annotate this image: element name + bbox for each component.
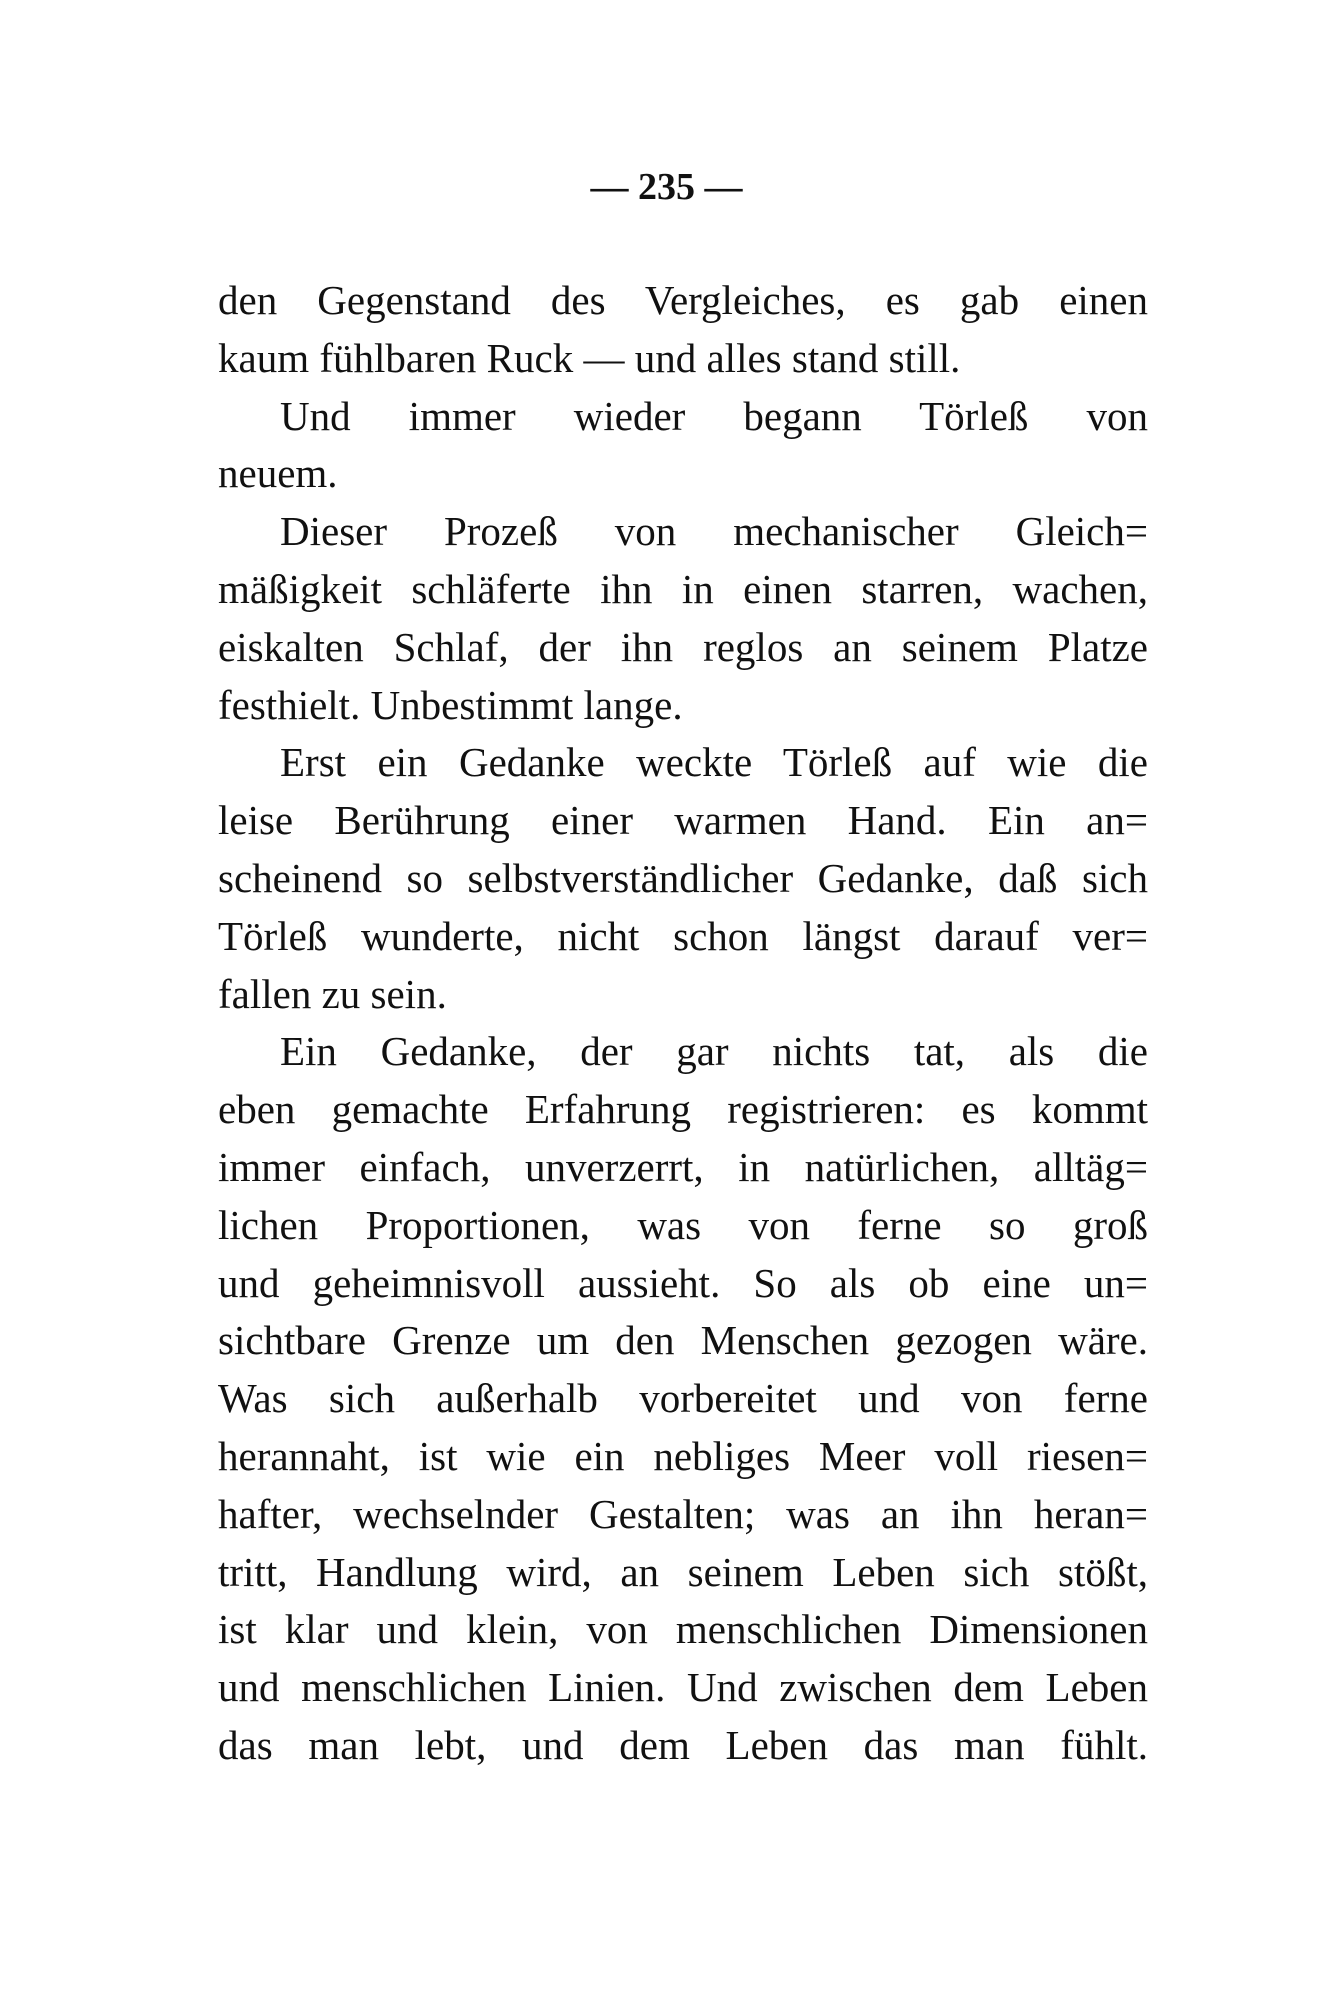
text-line: hafter, wechselnder Gestalten; was an ihn heran= bbox=[218, 1490, 1148, 1537]
text-line: kaum fühlbaren Ruck — und alles stand still. bbox=[218, 334, 961, 381]
text-line: scheinend so selbstverständlicher Gedanke, daß sich bbox=[218, 854, 1148, 901]
text-line: festhielt. Unbestimmt lange. bbox=[218, 681, 683, 728]
text-line: eben gemachte Erfahrung registrieren: es kommt bbox=[218, 1086, 1148, 1133]
text-line: Törleß wunderte, nicht schon längst darauf ver= bbox=[218, 912, 1148, 959]
text-line: fallen zu sein. bbox=[218, 970, 447, 1017]
text-line: und geheimnisvoll aussieht. So als ob eine un= bbox=[218, 1259, 1148, 1306]
text-line: leise Berührung einer warmen Hand. Ein an= bbox=[218, 797, 1148, 844]
body-text bbox=[218, 272, 1148, 1775]
text-line: das man lebt, und dem Leben das man fühlt. bbox=[218, 1721, 1148, 1768]
text-line: immer einfach, unverzerrt, in natürlichen, alltäg= bbox=[218, 1143, 1148, 1190]
text-line: Und immer wieder begann Törleß von bbox=[280, 392, 1148, 439]
text-line: tritt, Handlung wird, an seinem Leben sich stößt, bbox=[218, 1548, 1148, 1595]
text-line: sichtbare Grenze um den Menschen gezogen wäre. bbox=[218, 1317, 1148, 1364]
text-line: ist klar und klein, von menschlichen Dimensionen bbox=[218, 1606, 1148, 1653]
text-line: Ein Gedanke, der gar nichts tat, als die bbox=[280, 1028, 1148, 1075]
text-line: Dieser Prozeß von mechanischer Gleich= bbox=[280, 508, 1148, 555]
text-line: herannaht, ist wie ein nebliges Meer voll riesen= bbox=[218, 1432, 1148, 1479]
text-line: mäßigkeit schläferte ihn in einen starren, wachen, bbox=[218, 565, 1148, 612]
text-line: und menschlichen Linien. Und zwischen dem Leben bbox=[218, 1664, 1148, 1711]
text-line: neuem. bbox=[218, 450, 338, 497]
text-line: den Gegenstand des Vergleiches, es gab einen bbox=[218, 277, 1148, 323]
text-line: lichen Proportionen, was von ferne so groß bbox=[218, 1201, 1148, 1248]
page-number: — 235 — bbox=[590, 166, 743, 208]
text-line: Was sich außerhalb vorbereitet und von ferne bbox=[218, 1375, 1148, 1422]
text-line: Erst ein Gedanke weckte Törleß auf wie die bbox=[280, 739, 1148, 786]
text-line: eiskalten Schlaf, der ihn reglos an seinem Platze bbox=[218, 623, 1148, 670]
